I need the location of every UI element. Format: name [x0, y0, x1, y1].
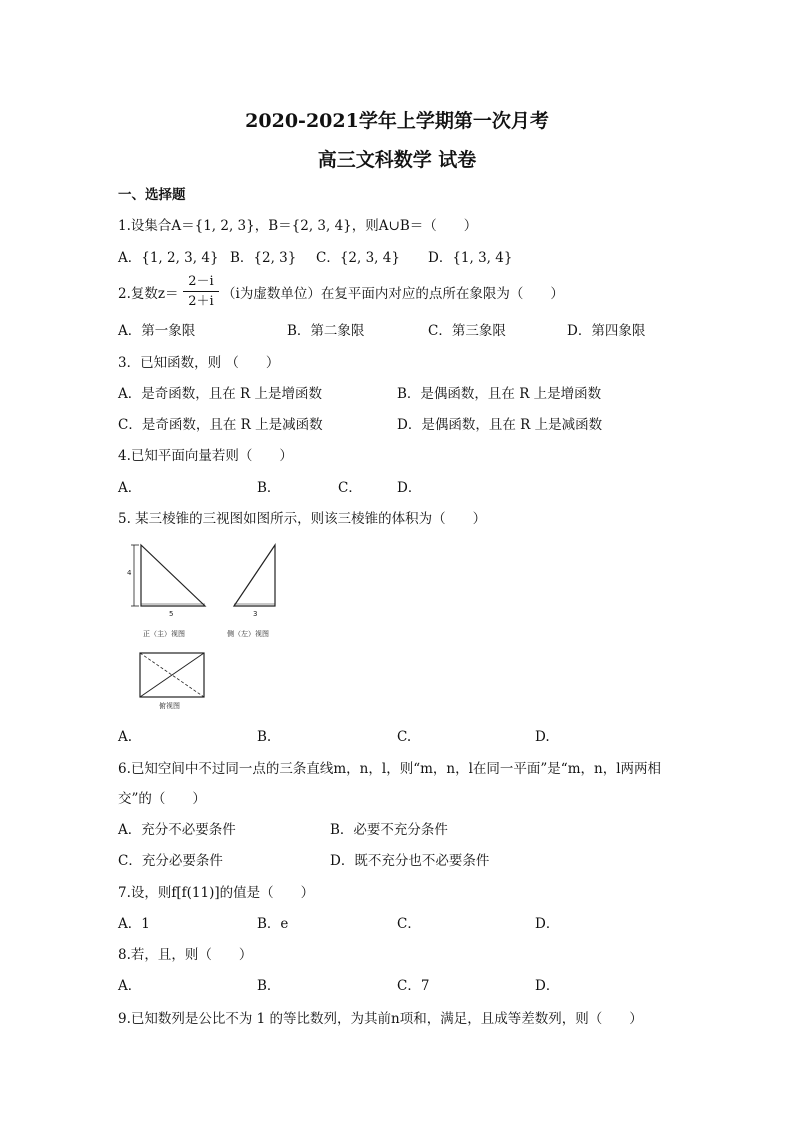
question-2-fraction [183, 273, 219, 310]
question-5: 5. 某三棱锥的三视图如图所示，则该三棱锥的体积为（ ） [118, 511, 487, 527]
q1-option-a: A．{1, 2, 3, 4} [118, 250, 219, 266]
q7-option-a: A．1 [118, 916, 150, 932]
question-2-suffix: （i为虚数单位）在复平面内对应的点所在象限为（ ） [222, 286, 564, 302]
q6-option-d: D．既不充分也不必要条件 [330, 853, 490, 869]
q2-option-a: A．第一象限 [118, 323, 196, 339]
q7-option-d: D． [535, 916, 560, 932]
q3-option-c: C．是奇函数，且在 R 上是减函数 [118, 417, 323, 433]
q6-option-c: C．充分必要条件 [118, 853, 223, 869]
question-7: 7.设，则f[f(11)]的值是（ ） [118, 885, 315, 901]
question-8: 8.若，且，则（ ） [118, 947, 253, 963]
front-view-triangle [141, 545, 205, 606]
side-view-figure [225, 538, 285, 642]
front-height-label: 4 [127, 569, 132, 577]
question-2-prefix: 2.复数z＝ [118, 286, 179, 302]
q5-option-c: C. [397, 729, 412, 745]
question-3: 3．已知函数，则 （ ） [118, 355, 280, 371]
exam-title: 2020-2021学年上学期第一次月考 [245, 110, 549, 132]
q8-option-c: C．7 [397, 978, 430, 994]
q4-option-c: C． [338, 480, 362, 496]
exam-subtitle: 高三文科数学 试卷 [317, 149, 477, 171]
q5-option-a: A. [118, 729, 133, 745]
q4-option-a: A． [118, 480, 142, 496]
front-view-caption: 正（主）视图 [143, 630, 185, 638]
fraction-bar [183, 291, 219, 292]
q4-option-b: B． [257, 480, 281, 496]
q5-option-d: D. [535, 729, 550, 745]
question-4: 4.已知平面向量若则（ ） [118, 448, 293, 464]
q3-option-d: D．是偶函数，且在 R 上是减函数 [397, 417, 603, 433]
side-base-label: 3 [253, 610, 258, 618]
q1-option-b: B．{2, 3} [230, 250, 297, 266]
question-6-line1: 6.已知空间中不过同一点的三条直线m，n，l，则“m，n，l在同一平面”是“m，n，l两两相 [118, 761, 662, 777]
q8-option-a: A． [118, 978, 142, 994]
q6-option-b: B．必要不充分条件 [330, 822, 448, 838]
section-heading: 一、选择题 [118, 187, 186, 203]
top-view-figure [135, 648, 215, 714]
q8-option-b: B． [257, 978, 281, 994]
q7-option-c: C． [397, 916, 421, 932]
front-base-label: 5 [169, 610, 174, 618]
side-view-triangle [234, 545, 275, 606]
fraction-denominator: 2＋i [188, 294, 214, 309]
q2-option-b: B．第二象限 [287, 323, 365, 339]
q1-option-d: D．{1, 3, 4} [428, 250, 513, 266]
top-view-caption: 俯视图 [159, 702, 180, 710]
q5-option-b: B. [257, 729, 272, 745]
q7-option-b: B．e [257, 916, 289, 932]
q3-option-b: B．是偶函数，且在 R 上是增函数 [397, 386, 602, 402]
q4-option-d: D． [397, 480, 422, 496]
question-9: 9.已知数列是公比不为 1 的等比数列，为其前n项和，满足，且成等差数列，则（ ） [118, 1011, 643, 1027]
q3-option-a: A．是奇函数，且在 R 上是增函数 [118, 386, 322, 402]
q1-option-c: C．{2, 3, 4} [316, 250, 400, 266]
q6-option-a: A．充分不必要条件 [118, 822, 236, 838]
fraction-numerator: 2－i [188, 274, 214, 289]
q2-option-c: C．第三象限 [428, 323, 506, 339]
q2-option-d: D．第四象限 [567, 323, 646, 339]
question-1: 1.设集合A＝{1, 2, 3}，B＝{2, 3, 4}，则A∪B＝（ ） [118, 218, 478, 234]
q8-option-d: D． [535, 978, 560, 994]
question-6-line2: 交”的（ ） [118, 791, 206, 807]
front-view-figure [125, 538, 225, 642]
side-view-caption: 侧（左）视图 [227, 630, 269, 638]
